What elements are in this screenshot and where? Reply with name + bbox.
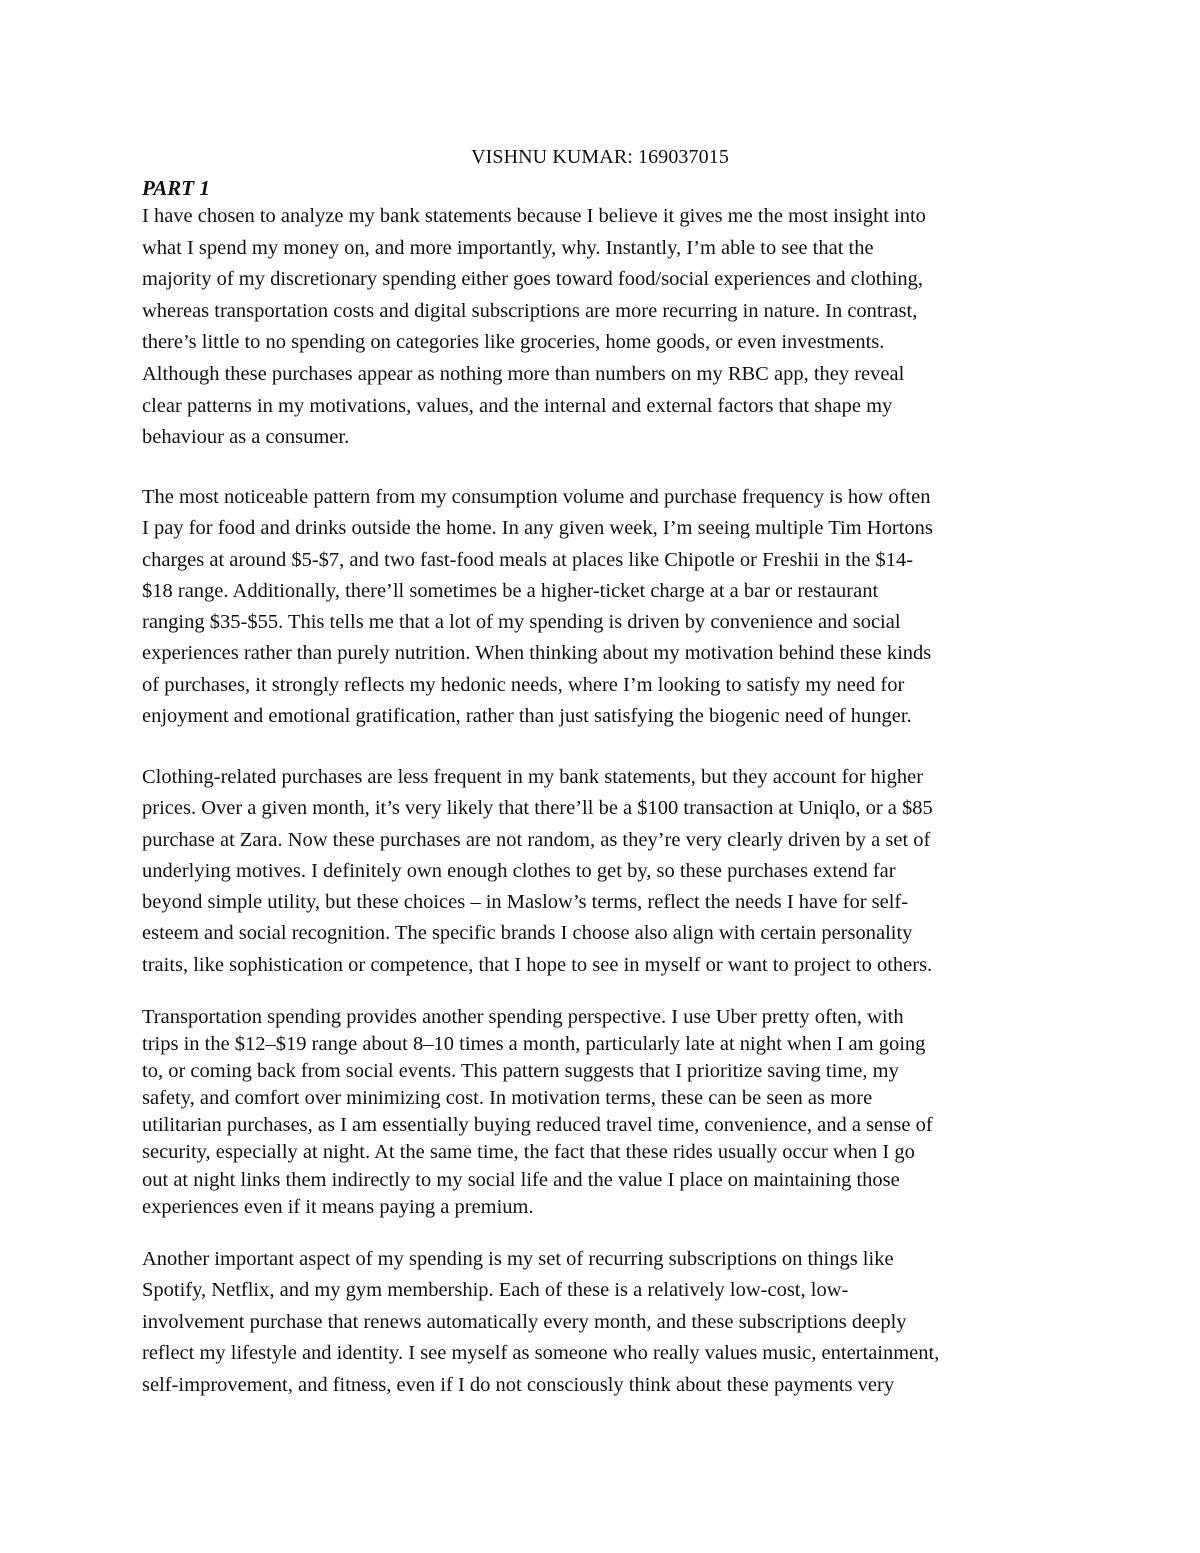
paragraph-line: ranging $35-$55. This tells me that a lot of my spending is driven by convenience and social xyxy=(142,611,901,634)
paragraph-5 xyxy=(142,1244,1062,1401)
paragraph-line: to, or coming back from social events. This pattern suggests that I prioritize saving time, my xyxy=(142,1060,899,1083)
paragraph-4 xyxy=(142,1004,1062,1221)
paragraph-line: Although these purchases appear as nothing more than numbers on my RBC app, they reveal xyxy=(142,362,905,385)
paragraph-line: what I spend my money on, and more importantly, why. Instantly, I’m able to see that the xyxy=(142,236,874,259)
paragraph-line: $18 range. Additionally, there’ll sometimes be a higher-ticket charge at a bar or restaurant xyxy=(142,579,879,602)
paragraph-line: experiences even if it means paying a premium. xyxy=(142,1195,534,1218)
paragraph-line: there’s little to no spending on categories like groceries, home goods, or even investments. xyxy=(142,331,885,354)
paragraph-line: Spotify, Netflix, and my gym membership. Each of these is a relatively low-cost, low- xyxy=(142,1279,849,1302)
paragraph-line: I pay for food and drinks outside the home. In any given week, I’m seeing multiple Tim Hortons xyxy=(142,517,933,540)
paragraph-line: traits, like sophistication or competence, that I hope to see in myself or want to project to others. xyxy=(142,953,933,976)
author-header: VISHNU KUMAR: 169037015 xyxy=(471,146,729,168)
paragraph-line: out at night links them indirectly to my social life and the value I place on maintaining those xyxy=(142,1168,900,1191)
paragraph-line: beyond simple utility, but these choices – in Maslow’s terms, reflect the needs I have for self- xyxy=(142,891,909,914)
paragraph-line: charges at around $5-$7, and two fast-food meals at places like Chipotle or Freshii in the $14- xyxy=(142,548,914,571)
paragraph-line: prices. Over a given month, it’s very likely that there’ll be a $100 transaction at Uniqlo, or a $85 xyxy=(142,797,933,820)
paragraph-line: utilitarian purchases, as I am essentially buying reduced travel time, convenience, and a sense of xyxy=(142,1114,933,1137)
paragraph-line: self-improvement, and fitness, even if I do not consciously think about these payments very xyxy=(142,1373,895,1396)
paragraph-line: purchase at Zara. Now these purchases are not random, as they’re very clearly driven by a set of xyxy=(142,828,931,851)
paragraph-line: I have chosen to analyze my bank statements because I believe it gives me the most insight into xyxy=(142,205,926,227)
paragraph-line: underlying motives. I definitely own enough clothes to get by, so these purchases extend far xyxy=(142,859,896,882)
paragraph-line: clear patterns in my motivations, values, and the internal and external factors that shape my xyxy=(142,394,893,417)
paragraph-3 xyxy=(142,762,1062,981)
section-heading: PART 1 xyxy=(142,176,210,200)
paragraph-line: Clothing-related purchases are less frequent in my bank statements, but they account for higher xyxy=(142,766,924,788)
paragraph-line: involvement purchase that renews automatically every month, and these subscriptions deeply xyxy=(142,1310,907,1333)
paragraph-line: majority of my discretionary spending either goes toward food/social experiences and clothing, xyxy=(142,268,924,291)
paragraph-line: Transportation spending provides another spending perspective. I use Uber pretty often, with xyxy=(142,1006,904,1028)
paragraph-line: reflect my lifestyle and identity. I see myself as someone who really values music, entertainment, xyxy=(142,1342,940,1365)
paragraph-line: enjoyment and emotional gratification, rather than just satisfying the biogenic need of hunger. xyxy=(142,705,912,728)
paragraph-2 xyxy=(142,482,1062,732)
paragraph-line: safety, and comfort over minimizing cost. In motivation terms, these can be seen as more xyxy=(142,1087,873,1110)
paragraph-line: The most noticeable pattern from my consumption volume and purchase frequency is how often xyxy=(142,486,931,508)
paragraph-line: security, especially at night. At the same time, the fact that these rides usually occur when I go xyxy=(142,1141,915,1164)
paragraph-1 xyxy=(142,201,1062,454)
paragraph-line: whereas transportation costs and digital subscriptions are more recurring in nature. In contrast, xyxy=(142,299,918,322)
paragraph-line: Another important aspect of my spending is my set of recurring subscriptions on things like xyxy=(142,1248,894,1270)
paragraph-line: behaviour as a consumer. xyxy=(142,426,350,449)
paragraph-line: experiences rather than purely nutrition. When thinking about my motivation behind these kinds xyxy=(142,642,932,665)
paragraph-line: trips in the $12–$19 range about 8–10 times a month, particularly late at night when I am going xyxy=(142,1033,926,1056)
paragraph-line: esteem and social recognition. The specific brands I choose also align with certain personality xyxy=(142,922,913,945)
paragraph-line: of purchases, it strongly reflects my hedonic needs, where I’m looking to satisfy my need for xyxy=(142,673,905,696)
